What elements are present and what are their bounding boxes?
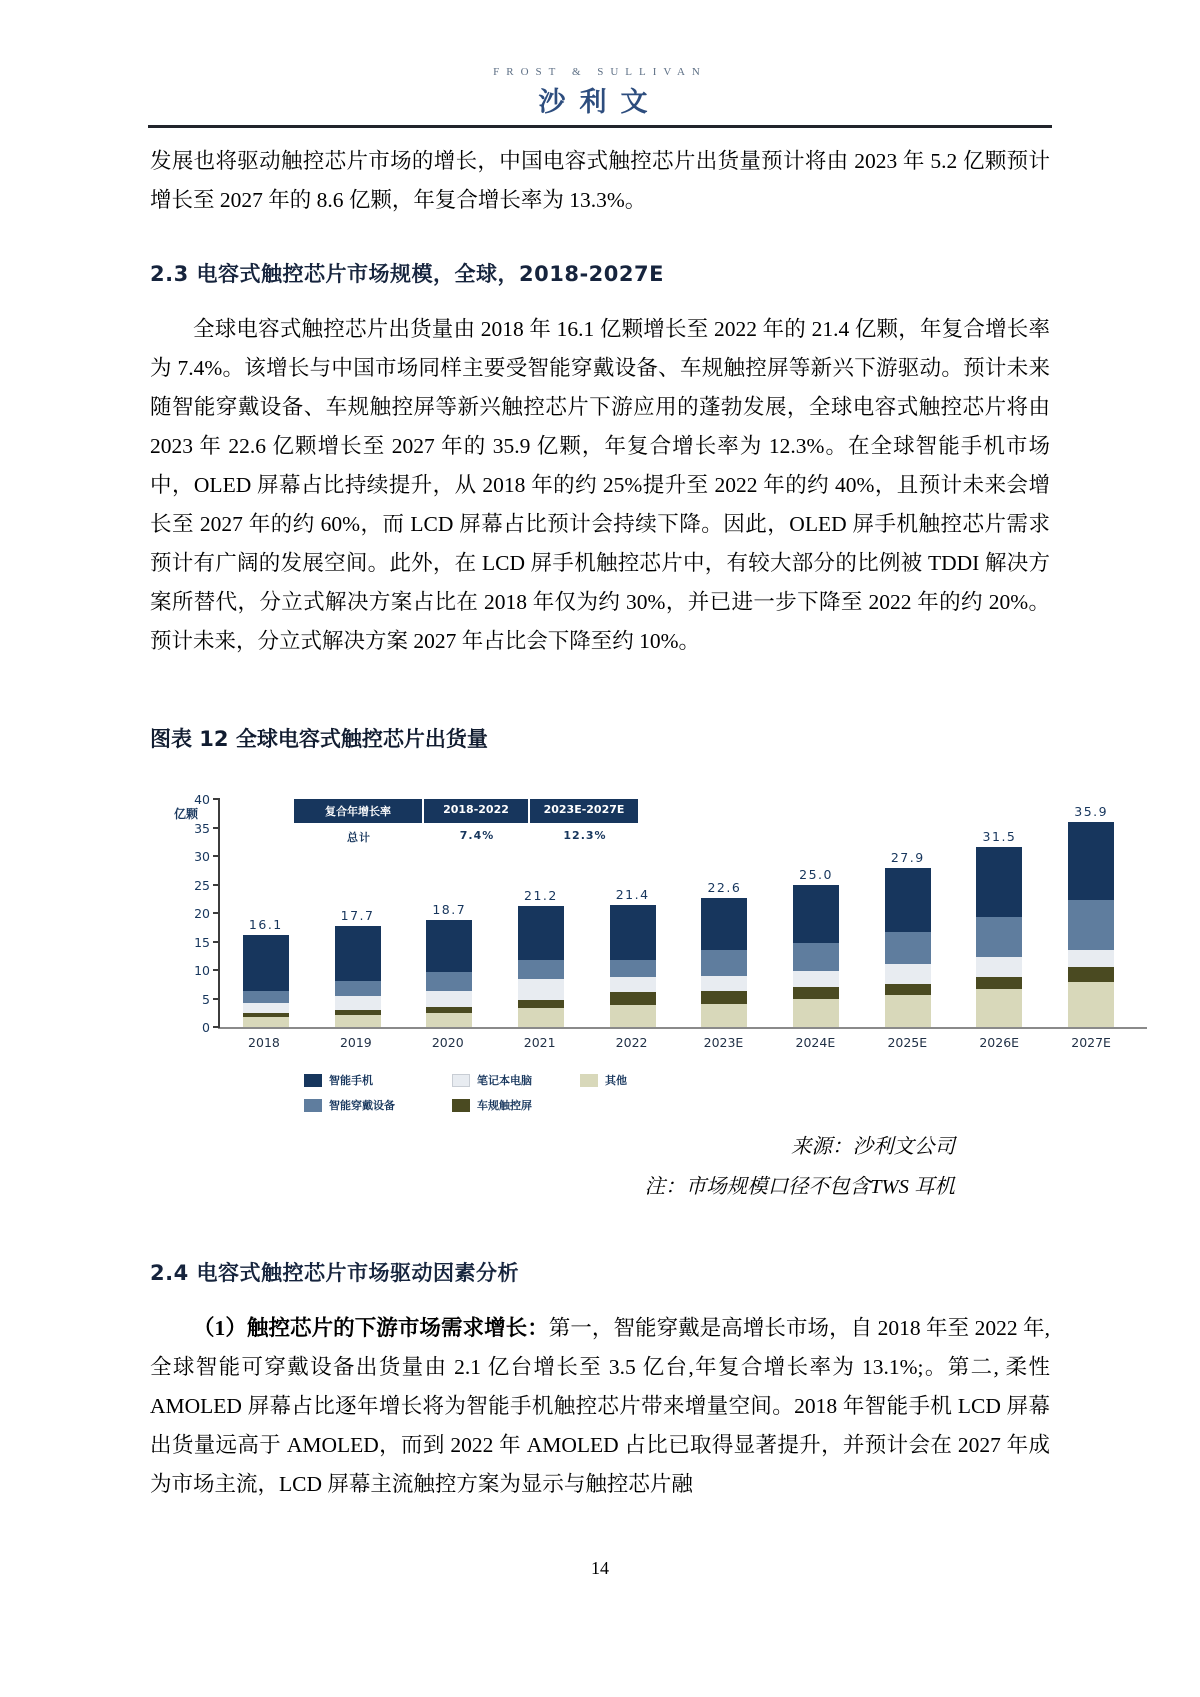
bar-segment-智能穿戴设备	[518, 960, 564, 979]
legend-swatch-icon	[580, 1074, 598, 1087]
shaliwen-logo-text: 沙利文	[538, 87, 662, 118]
y-tick-label: 25	[194, 877, 210, 893]
x-axis-label-2025E: 2025E	[887, 1035, 928, 1050]
y-tick-mark	[213, 855, 220, 857]
y-tick-label: 15	[194, 934, 210, 950]
legend-swatch-icon	[452, 1099, 470, 1112]
y-tick-mark	[213, 798, 220, 800]
bar-segment-智能穿戴设备	[1068, 900, 1114, 950]
bar-segment-智能手机	[793, 885, 839, 943]
legend-label: 智能穿戴设备	[329, 1099, 395, 1112]
bar-segment-笔记本电脑	[1068, 950, 1114, 967]
bar-group-2027E	[1045, 799, 1137, 1027]
legend-item-其他	[580, 1072, 1137, 1088]
note-line: 注：市场规模口径不包含TWS 耳机	[644, 1176, 955, 1198]
bar-segment-其他	[701, 1004, 747, 1027]
stacked-bar-chart	[172, 792, 1137, 1113]
bar-value-label: 22.6	[707, 880, 742, 896]
x-axis-label-2021: 2021	[523, 1035, 556, 1050]
cagr-row-label: 总计	[347, 831, 371, 844]
paragraph-drivers-rest: 第一，智能穿戴是高增长市场，自 2018 年至 2022 年,全球智能可穿戴设备出货量由 2.1 亿台增长至 3.5 亿台,年复合增长率为 13.1%;。第二, 柔性 AMOLED 屏幕占比逐年增长将为智能手机触控芯片带来增量空间。2018 年智能手机 LCD 屏幕出货量远高于 AMOLED，而到 2022 年 AMOLED 占比已取得显著提升，并预计会在 2027 年成为市场主流，LCD 屏幕主流触控方案为显示与触控芯片融	[150, 1316, 1050, 1496]
bar-segment-智能手机	[1068, 822, 1114, 900]
bar-value-label: 35.9	[1074, 804, 1109, 820]
section-heading-2-4: 2.4 电容式触控芯片市场驱动因素分析	[150, 1261, 520, 1285]
bar-segment-智能穿戴设备	[610, 960, 656, 978]
bar-segment-其他	[793, 999, 839, 1028]
paragraph-china-market: 发展也将驱动触控芯片市场的增长，中国电容式触控芯片出货量预计将由 2023 年 5.2 亿颗预计增长至 2027 年的 8.6 亿颗，年复合增长率为 13.3%。	[150, 149, 1050, 212]
section-heading-2-3: 2.3 电容式触控芯片市场规模，全球，2018-2027E	[150, 262, 664, 286]
paragraph-global-market: 全球电容式触控芯片出货量由 2018 年 16.1 亿颗增长至 2022 年的 21.4 亿颗，年复合增长率为 7.4%。该增长与中国市场同样主要受智能穿戴设备、车规触控屏等新兴下游驱动。预计未来随智能穿戴设备、车规触控屏等新兴触控芯片下游应用的蓬勃发展，全球电容式触控芯片将由 2023 年 22.6 亿颗增长至 2027 年的 35.9 亿颗，年复合增长率为 12.3%。在全球智能手机市场中，OLED 屏幕占比持续提升，从 2018 年的约 25%提升至 2022 年的约 40%，且预计未来会增长至 2027 年的约 60%，而 LCD 屏幕占比预计会持续下降。因此，OLED 屏手机触控芯片需求预计有广阔的发展空间。此外，在 LCD 屏手机触控芯片中，有较大部分的比例被 TDDI 解决方案所替代，分立式解决方案占比在 2018 年仅为约 30%，并已进一步下降至 2022 年的约 20%。预计未来，分立式解决方案 2027 年占比会下降至约 10%。	[150, 317, 1050, 653]
bar-value-label: 17.7	[340, 908, 375, 924]
bar-segment-智能穿戴设备	[976, 917, 1022, 957]
bar-segment-其他	[610, 1005, 656, 1027]
figure-title: 图表 12 全球电容式触控芯片出货量	[150, 727, 488, 751]
cagr-header-2018-2022: 2018-2022	[424, 799, 530, 823]
bar-segment-其他	[426, 1013, 472, 1027]
bar-group-2026E	[954, 799, 1046, 1027]
bar-segment-笔记本电脑	[426, 991, 472, 1008]
legend-item-车规触控屏	[452, 1097, 580, 1113]
x-axis-label-2024E: 2024E	[795, 1035, 836, 1050]
bar-value-label: 21.4	[615, 887, 650, 903]
bar-group-2023E	[679, 799, 771, 1027]
bar-segment-智能穿戴设备	[701, 950, 747, 976]
bar-segment-智能手机	[701, 898, 747, 950]
bar-segment-其他	[976, 989, 1022, 1027]
x-axis-label-2019: 2019	[339, 1035, 372, 1050]
bar-segment-智能穿戴设备	[335, 981, 381, 995]
x-axis-label-2018: 2018	[248, 1035, 280, 1050]
y-tick-mark	[213, 912, 220, 914]
legend-label: 其他	[605, 1074, 627, 1087]
y-tick-label: 10	[194, 963, 210, 978]
bar-segment-车规触控屏	[885, 984, 931, 995]
legend-label: 智能手机	[329, 1074, 373, 1087]
bar-segment-智能手机	[243, 935, 289, 991]
page-number: 14	[591, 1558, 609, 1578]
bar-segment-笔记本电脑	[518, 979, 564, 1000]
bar-segment-笔记本电脑	[243, 1003, 289, 1014]
y-tick-label: 30	[194, 849, 210, 864]
legend-item-笔记本电脑	[452, 1072, 580, 1088]
page-content	[150, 142, 1111, 1504]
bar-segment-笔记本电脑	[701, 976, 747, 991]
bar-segment-智能手机	[426, 920, 472, 972]
bar-segment-笔记本电脑	[793, 971, 839, 987]
bar-segment-智能穿戴设备	[243, 991, 289, 1002]
bar-group-2024E	[770, 799, 862, 1027]
cagr-table	[294, 799, 640, 845]
cagr-header-title: 复合年增长率	[294, 799, 424, 823]
source-line: 来源：沙利文公司	[791, 1136, 955, 1158]
bar-segment-其他	[243, 1017, 289, 1027]
source-block	[150, 1127, 1050, 1207]
bar-segment-车规触控屏	[793, 987, 839, 999]
bar-value-label: 16.1	[248, 917, 283, 933]
bar-segment-笔记本电脑	[610, 977, 656, 991]
bar-segment-车规触控屏	[518, 1000, 564, 1009]
legend-label: 笔记本电脑	[477, 1074, 532, 1087]
y-tick-mark	[213, 827, 220, 829]
y-tick-mark	[213, 998, 220, 1000]
paragraph-drivers	[150, 1309, 1050, 1504]
bar-segment-车规触控屏	[701, 991, 747, 1004]
y-tick-mark	[213, 941, 220, 943]
x-axis-label-2026E: 2026E	[979, 1035, 1020, 1050]
y-axis-unit-label: 亿颗	[174, 807, 199, 821]
bar-segment-其他	[335, 1015, 381, 1027]
y-tick-label: 0	[202, 1020, 210, 1035]
bar-segment-智能手机	[335, 926, 381, 981]
y-tick-mark	[213, 1026, 220, 1028]
bar-value-label: 25.0	[799, 866, 833, 882]
legend-swatch-icon	[452, 1074, 470, 1087]
y-tick-mark	[213, 969, 220, 971]
bar-segment-笔记本电脑	[885, 964, 931, 983]
paragraph-drivers-lead: （1）触控芯片的下游市场需求增长：	[193, 1316, 549, 1340]
bar-group-2025E	[862, 799, 954, 1027]
y-tick-label: 5	[202, 991, 210, 1007]
bar-segment-其他	[518, 1008, 564, 1027]
x-axis-label-2023E: 2023E	[703, 1035, 744, 1050]
y-tick-mark	[213, 884, 220, 886]
chart-legend	[304, 1072, 1137, 1113]
bar-segment-智能穿戴设备	[426, 972, 472, 990]
x-axis-line	[218, 1027, 1147, 1029]
legend-label: 车规触控屏	[477, 1099, 532, 1112]
bar-value-label: 27.9	[890, 850, 925, 865]
y-tick-label: 35	[194, 820, 210, 836]
bar-segment-智能穿戴设备	[885, 932, 931, 964]
cagr-value-2018-2022: 7.4%	[459, 829, 495, 842]
bar-segment-车规触控屏	[1068, 967, 1114, 982]
x-axis-label-2020: 2020	[431, 1035, 464, 1050]
bar-segment-车规触控屏	[976, 977, 1022, 989]
legend-swatch-icon	[304, 1099, 322, 1112]
bar-value-label: 18.7	[432, 902, 467, 918]
legend-item-智能穿戴设备	[304, 1097, 452, 1113]
bar-segment-智能手机	[885, 868, 931, 932]
x-axis-label-2027E: 2027E	[1071, 1035, 1111, 1050]
bar-value-label: 31.5	[982, 829, 1017, 845]
bar-segment-智能手机	[610, 905, 656, 960]
page-header	[148, 0, 1052, 128]
bar-segment-智能手机	[976, 847, 1022, 917]
legend-item-智能手机	[304, 1072, 452, 1088]
cagr-header-2023e-2027e: 2023E-2027E	[530, 799, 640, 823]
bar-segment-智能手机	[518, 906, 564, 960]
frost-sullivan-logo-text: FROST & SULLIVAN	[493, 66, 707, 78]
bar-segment-车规触控屏	[610, 992, 656, 1005]
legend-swatch-icon	[304, 1074, 322, 1087]
bar-segment-智能穿戴设备	[793, 943, 839, 971]
y-tick-label: 40	[194, 792, 210, 807]
y-tick-label: 20	[194, 906, 210, 921]
x-axis-labels	[218, 1035, 1137, 1050]
bar-value-label: 21.2	[524, 888, 558, 904]
bar-segment-笔记本电脑	[335, 996, 381, 1010]
bar-segment-笔记本电脑	[976, 957, 1022, 976]
cagr-value-2023e-2027e: 12.3%	[563, 829, 607, 842]
x-axis-label-2022: 2022	[615, 1035, 648, 1050]
bar-segment-其他	[885, 995, 931, 1027]
bar-segment-其他	[1068, 982, 1114, 1027]
